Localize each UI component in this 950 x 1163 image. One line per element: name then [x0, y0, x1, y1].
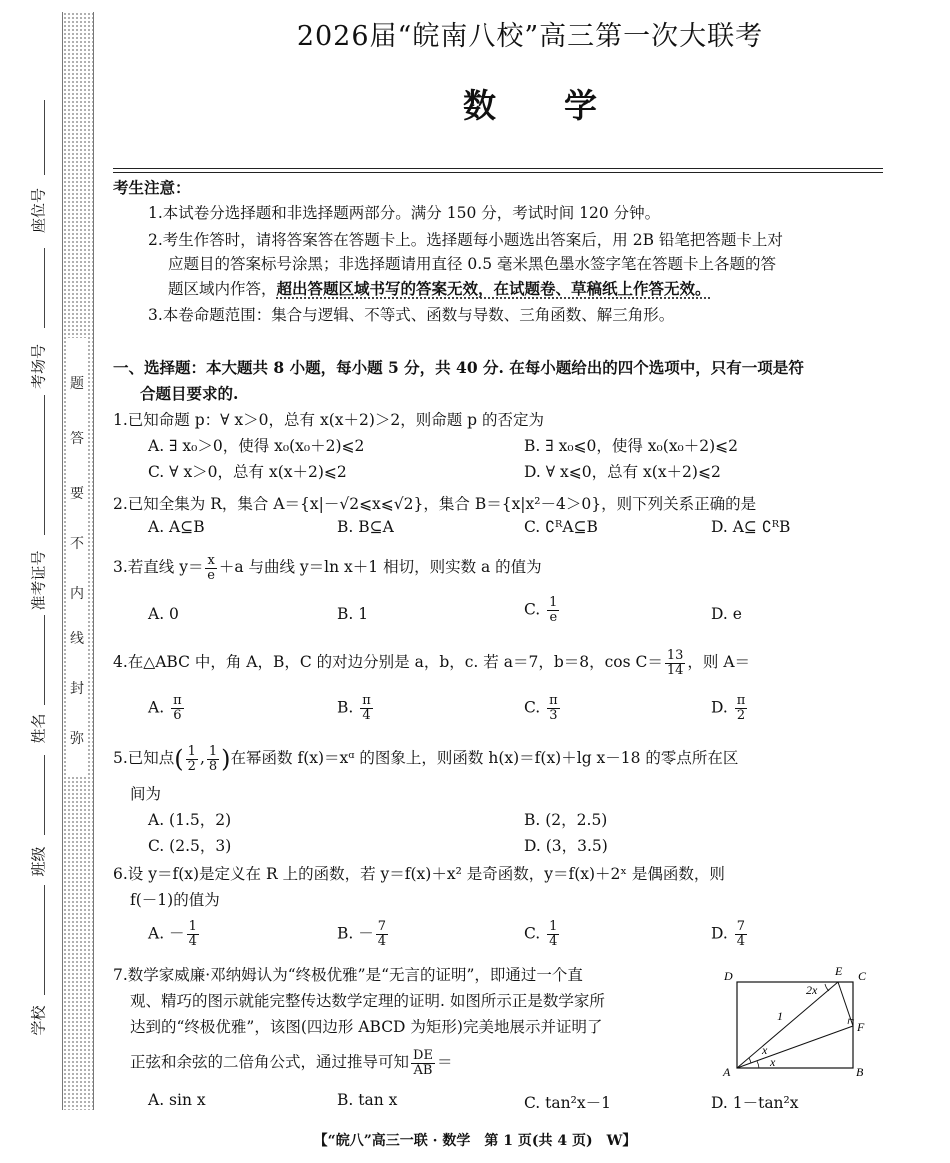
- q2-stem: 2.已知全集为 R，集合 A＝{x|－√2⩽x⩽√2}，集合 B＝{x|x²－4＞0}，则下列关系正确的是: [113, 495, 757, 513]
- q5-option-a[interactable]: A. (1.5，2): [148, 811, 232, 829]
- seal-band: [66, 338, 88, 776]
- q7-text: ＝: [436, 1053, 453, 1071]
- q6-stem-cont: f(－1)的值为: [130, 891, 220, 909]
- seal-char: 线: [70, 631, 84, 647]
- exam-id-label: 准考证号: [29, 550, 48, 611]
- q5-option-d[interactable]: D. (3，3.5): [524, 837, 608, 855]
- q7-stem-2: 观、精巧的图示就能完整传达数学定理的证明. 如图所示正是数学家所: [130, 992, 605, 1010]
- option-label: A. －: [148, 924, 185, 943]
- q4-option-b[interactable]: [337, 694, 375, 723]
- frac-num: π: [173, 693, 182, 708]
- q3-text: ＋a 与曲线 y＝ln x＋1 相切，则实数 a 的值为: [218, 558, 542, 576]
- room-line[interactable]: [44, 248, 45, 328]
- divider-bottom: [113, 172, 883, 173]
- page-footer: 【“皖八”高三一联 · 数学 第 1 页(共 4 页) W】: [313, 1133, 637, 1149]
- q2-option-c[interactable]: C. ∁ᴿA⊆B: [524, 518, 598, 536]
- q5-text: 在幂函数 f(x)＝xᵅ 的图象上，则函数 h(x)＝f(x)＋lg x－18 的零点所在区: [230, 749, 739, 767]
- q7-option-b[interactable]: B. tan x: [337, 1091, 398, 1109]
- frac-den: e: [207, 567, 215, 583]
- q7-option-d[interactable]: D. 1－tan²x: [711, 1094, 799, 1112]
- notice-item-1: 1.本试卷分选择题和非选择题两部分。满分 150 分，考试时间 120 分钟。: [148, 204, 661, 222]
- frac-den: 4: [362, 708, 371, 723]
- q6-option-d[interactable]: [711, 920, 749, 949]
- frac-den: 2: [736, 708, 746, 723]
- q6-option-c[interactable]: [524, 920, 561, 949]
- q7-stem-3: 达到的“终极优雅”，该图(四边形 ABCD 为矩形)完美地展示并证明了: [130, 1018, 603, 1036]
- q4-option-a[interactable]: [148, 694, 186, 723]
- rectangle-abcd: [737, 982, 853, 1068]
- q4-stem: [113, 645, 750, 679]
- q7-option-c[interactable]: C. tan²x－1: [524, 1094, 611, 1112]
- q6-c-fraction: [547, 920, 559, 949]
- notice-item-3: 3.本卷命题范围：集合与逻辑、不等式、函数与导数、三角函数、解三角形。: [148, 306, 675, 324]
- q4-b-fraction: [360, 694, 373, 723]
- q7-stem-4: [130, 1045, 452, 1079]
- frac-den: e: [549, 610, 558, 625]
- seat-line[interactable]: [44, 100, 45, 175]
- label-f: F: [857, 1020, 865, 1034]
- q3-text: 3.若直线 y＝: [113, 558, 204, 576]
- school-line[interactable]: [44, 885, 45, 995]
- label-d: D: [724, 969, 733, 983]
- seal-char: 弥: [70, 731, 84, 747]
- q6-option-a[interactable]: [148, 920, 201, 949]
- paren-open: (: [174, 745, 184, 773]
- angle-arc: [825, 984, 829, 991]
- q4-text: 4.在△ABC 中，角 A，B，C 的对边分别是 a，b，c. 若 a＝7，b＝8，cos C＝: [113, 653, 663, 671]
- notice-text: 题区域内作答，: [168, 280, 277, 298]
- frac-num: 1: [188, 919, 197, 934]
- q7-option-a[interactable]: A. sin x: [148, 1091, 206, 1109]
- frac-den: 14: [666, 662, 684, 678]
- q4-a-fraction: [171, 694, 184, 723]
- option-label: C.: [524, 600, 541, 619]
- q2-option-b[interactable]: B. B⊆A: [337, 518, 394, 536]
- q2-option-a[interactable]: A. A⊆B: [148, 518, 205, 536]
- q7-fraction: [411, 1049, 435, 1078]
- seal-char: 要: [70, 486, 84, 502]
- notice-item-2-cont: 应题目的答案标号涂黑；非选择题请用直径 0.5 毫米黑色墨水签字笔在答题卡上各题的答: [168, 255, 777, 273]
- q6-option-b[interactable]: [337, 920, 390, 949]
- q2-option-d[interactable]: D. A⊆ ∁ᴿB: [711, 518, 791, 536]
- notice-item-2-cont2: [168, 276, 711, 302]
- segment-ae: [737, 982, 838, 1068]
- label-b: B: [856, 1065, 864, 1079]
- notice-item-2: 2.考生作答时，请将答案答在答题卡上。选择题每小题选出答案后，用 2B 铅笔把答题卡上对: [148, 231, 783, 249]
- option-label: B. －: [337, 924, 374, 943]
- q3-option-a[interactable]: A. 0: [148, 605, 179, 623]
- q3-option-d[interactable]: D. e: [711, 605, 742, 623]
- q5-stem: 5.已知点( $\frac{1}{2}$ , $\frac{1}{8}$ )在幂函数 f(x)＝xᵅ 的图象上，则函数 h(x)＝f(x)＋lg x－18 的零点所在区: [113, 743, 739, 774]
- angle-arc: [757, 1061, 759, 1068]
- frac-num: π: [362, 693, 371, 708]
- frac-den: 4: [188, 934, 197, 949]
- option-label: B.: [337, 698, 354, 717]
- seal-char: 内: [70, 586, 84, 602]
- q1-option-d[interactable]: D. ∀ x⩽0，总有 x(x＋2)⩽2: [524, 463, 721, 481]
- option-label: D.: [711, 698, 728, 717]
- frac-den: 8: [208, 758, 218, 774]
- q5-frac-2: [207, 745, 219, 774]
- label-a: A: [723, 1065, 731, 1079]
- label-c: C: [858, 969, 867, 983]
- frac-den: 4: [377, 934, 387, 949]
- seal-char: 答: [70, 431, 84, 447]
- frac-num: 13: [666, 647, 684, 663]
- frac-den: 3: [549, 708, 558, 723]
- frac-den: 4: [736, 934, 746, 949]
- q4-text: ，则 A＝: [687, 653, 751, 671]
- option-label: C.: [524, 924, 541, 943]
- label-e: E: [835, 964, 843, 978]
- label-1: 1: [777, 1009, 783, 1023]
- q4-d-fraction: [735, 694, 748, 723]
- seal-char: 封: [70, 681, 84, 697]
- segment-af: [737, 1026, 853, 1068]
- frac-num: π: [549, 693, 558, 708]
- q7-stem-1: 7.数学家威廉·邓纳姆认为“终极优雅”是“无言的证明”，即通过一个直: [113, 966, 583, 984]
- exam-title: 2026届“皖南八校”高三第一次大联考: [296, 21, 764, 52]
- label-2x: 2x: [806, 983, 818, 997]
- q1-option-c[interactable]: C. ∀ x＞0，总有 x(x＋2)⩽2: [148, 463, 347, 481]
- frac-num: 1: [549, 595, 558, 610]
- seal-char: 不: [70, 536, 84, 552]
- frac-den: 2: [187, 758, 196, 774]
- angle-arc: [749, 1058, 751, 1063]
- q7-text: 正弦和余弦的二倍角公式，通过推导可知: [130, 1053, 410, 1071]
- frac-num: 7: [377, 919, 387, 934]
- q5-frac-1: [186, 745, 198, 774]
- frac-num: 1: [549, 919, 558, 934]
- q4-option-c[interactable]: [524, 694, 562, 723]
- name-label: 姓名: [29, 713, 48, 744]
- frac-num: 7: [736, 919, 746, 934]
- q3-option-b[interactable]: B. 1: [337, 605, 369, 623]
- frac-den: 4: [549, 934, 558, 949]
- q3-fraction: [205, 554, 216, 583]
- frac-num: DE: [413, 1047, 433, 1063]
- room-label: 考场号: [29, 344, 48, 390]
- divider-top: [113, 168, 883, 169]
- label-x-lower: x: [770, 1055, 776, 1069]
- frac-num: x: [207, 552, 215, 568]
- paren-close: ): [221, 745, 231, 773]
- frac-num: 1: [187, 743, 196, 759]
- class-line[interactable]: [44, 755, 45, 835]
- q5-option-c[interactable]: C. (2.5，3): [148, 837, 232, 855]
- section-heading-cont: 合题目要求的.: [140, 384, 239, 403]
- frac-num: π: [736, 693, 746, 708]
- q4-option-d[interactable]: [711, 694, 749, 723]
- q4-fraction: [665, 649, 686, 678]
- q6-b-fraction: [376, 920, 388, 949]
- frac-num: 1: [208, 743, 218, 759]
- q1-option-b[interactable]: B. ∃ x₀⩽0，使得 x₀(x₀＋2)⩽2: [524, 437, 739, 455]
- notice-heading: 考生注意：: [113, 178, 191, 197]
- q6-d-fraction: [735, 920, 747, 949]
- option-label: A.: [148, 698, 165, 717]
- q3-option-c[interactable]: [524, 596, 561, 625]
- seat-label: 座位号: [29, 188, 48, 234]
- q3-c-fraction: [547, 596, 559, 625]
- q5-stem-cont: 间为: [130, 785, 162, 803]
- frac-den: AB: [413, 1062, 433, 1078]
- q6-stem: 6.设 y＝f(x)是定义在 R 上的函数，若 y＝f(x)＋x² 是奇函数，y＝f(x)＋2ˣ 是偶函数，则: [113, 865, 725, 883]
- q7-figure: [715, 962, 875, 1080]
- class-label: 班级: [29, 846, 48, 877]
- label-x-upper: x: [762, 1043, 768, 1057]
- exam-id-line[interactable]: [44, 395, 45, 535]
- notice-emphasis: 超出答题区域书写的答案无效，在试题卷、草稿纸上作答无效。: [276, 279, 711, 298]
- school-label: 学校: [29, 1005, 48, 1036]
- q5-text: 5.已知点: [113, 749, 175, 767]
- section-heading: 一、选择题：本大题共 8 小题，每小题 5 分，共 40 分. 在每小题给出的四个选项中，只有一项是符: [113, 358, 804, 377]
- q5-option-b[interactable]: B. (2，2.5): [524, 811, 608, 829]
- q1-option-a[interactable]: A. ∃ x₀＞0，使得 x₀(x₀＋2)⩽2: [148, 437, 365, 455]
- option-label: C.: [524, 698, 541, 717]
- name-line[interactable]: [44, 615, 45, 705]
- q1-stem: 1.已知命题 p：∀ x＞0，总有 x(x＋2)＞2，则命题 p 的否定为: [113, 411, 545, 429]
- subject-title: 数学: [463, 86, 665, 125]
- q6-a-fraction: [187, 920, 199, 949]
- q4-c-fraction: [547, 694, 560, 723]
- frac-den: 6: [173, 708, 182, 723]
- q3-stem: [113, 550, 542, 584]
- seal-char: 题: [70, 376, 84, 392]
- option-label: D.: [711, 924, 728, 943]
